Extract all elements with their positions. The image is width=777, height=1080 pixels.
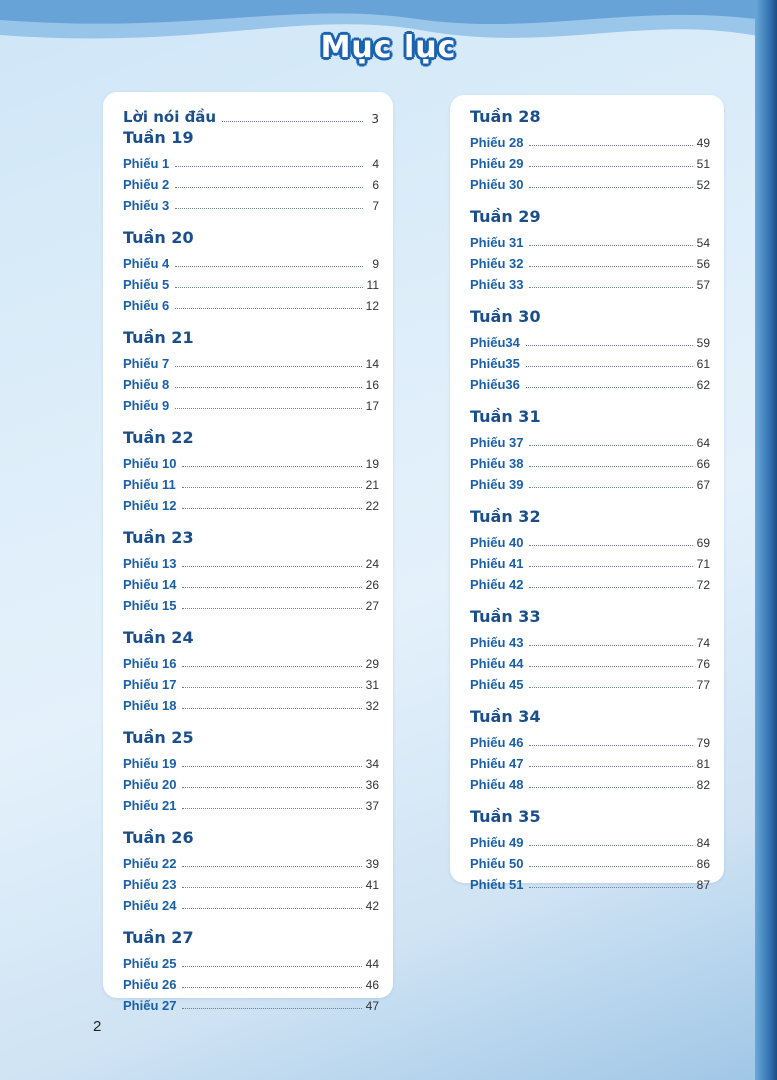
toc-entry-page: 42 xyxy=(365,899,379,913)
toc-entry-page: 54 xyxy=(696,236,710,250)
toc-entry-page: 22 xyxy=(365,499,379,513)
toc-entry[interactable] xyxy=(123,671,379,692)
dot-leader xyxy=(182,965,361,967)
week-heading[interactable]: Tuần 27 xyxy=(123,928,194,947)
dot-leader xyxy=(529,286,692,288)
toc-entry-page: 69 xyxy=(696,536,710,550)
toc-entry-label: Phiếu 47 xyxy=(470,756,524,771)
toc-entry[interactable] xyxy=(123,971,379,992)
week-heading[interactable]: Tuần 23 xyxy=(123,528,194,547)
toc-entry-label: Phiếu 6 xyxy=(123,298,170,313)
toc-entry-page: 41 xyxy=(365,878,379,892)
toc-entry-label: Phiếu 30 xyxy=(470,177,524,192)
toc-entry-page: 7 xyxy=(372,199,379,213)
toc-entry[interactable] xyxy=(123,271,379,292)
toc-entry-label: Phiếu 33 xyxy=(470,277,524,292)
toc-entry-label: Phiếu 21 xyxy=(123,798,177,813)
toc-week-section xyxy=(470,205,710,292)
toc-week-section xyxy=(470,805,710,892)
toc-week-section xyxy=(123,426,379,513)
toc-entry-page: 14 xyxy=(365,357,379,371)
dot-leader xyxy=(526,386,693,388)
toc-entry-page: 86 xyxy=(696,857,710,871)
toc-card-right xyxy=(450,95,724,892)
toc-entry-page: 82 xyxy=(696,778,710,792)
toc-entry-page: 56 xyxy=(696,257,710,271)
toc-entry-label: Phiếu 1 xyxy=(123,156,170,171)
toc-entry-label: Phiếu 7 xyxy=(123,356,170,371)
dot-leader xyxy=(182,765,361,767)
toc-entry-page: 32 xyxy=(365,699,379,713)
week-heading[interactable]: Tuần 34 xyxy=(470,707,541,726)
toc-entry-page: 29 xyxy=(365,657,379,671)
toc-entry-label: Phiếu 12 xyxy=(123,498,177,513)
toc-entry-label: Phiếu34 xyxy=(470,335,520,350)
toc-list-left xyxy=(123,102,379,1026)
dot-leader xyxy=(175,265,363,267)
toc-entry-page: 39 xyxy=(365,857,379,871)
dot-leader xyxy=(529,565,692,567)
dot-leader xyxy=(175,165,363,167)
toc-entry-label: Phiếu 39 xyxy=(470,477,524,492)
week-heading[interactable]: Tuần 26 xyxy=(123,828,194,847)
dot-leader xyxy=(175,386,361,388)
toc-entry[interactable] xyxy=(123,550,379,571)
toc-entry-page: 9 xyxy=(372,257,379,271)
toc-entry-label: Phiếu 13 xyxy=(123,556,177,571)
toc-entry-page: 16 xyxy=(365,378,379,392)
dot-leader xyxy=(529,765,692,767)
toc-week-section xyxy=(123,226,379,313)
toc-entry-label: Phiếu 40 xyxy=(470,535,524,550)
toc-entry[interactable] xyxy=(470,671,710,692)
toc-entry-label: Phiếu35 xyxy=(470,356,520,371)
toc-week-section xyxy=(470,105,710,192)
toc-week-section xyxy=(470,605,710,692)
toc-entry[interactable] xyxy=(470,650,710,671)
toc-entry-label: Phiếu 43 xyxy=(470,635,524,650)
toc-entry-label: Phiếu 37 xyxy=(470,435,524,450)
toc-week-section xyxy=(123,526,379,613)
toc-entry[interactable] xyxy=(470,350,710,371)
dot-leader xyxy=(529,786,692,788)
dot-leader xyxy=(175,365,361,367)
toc-entry[interactable] xyxy=(470,250,710,271)
dot-leader xyxy=(182,886,361,888)
toc-entry-label: Phiếu 24 xyxy=(123,898,177,913)
toc-entry[interactable] xyxy=(123,250,379,271)
toc-entry-label: Phiếu 16 xyxy=(123,656,177,671)
week-heading[interactable]: Tuần 35 xyxy=(470,807,541,826)
toc-entry-page: 72 xyxy=(696,578,710,592)
toc-entry-page: 77 xyxy=(696,678,710,692)
toc-entry[interactable] xyxy=(470,850,710,871)
dot-leader xyxy=(182,607,361,609)
toc-week-section xyxy=(123,326,379,413)
toc-entry-label: Phiếu 46 xyxy=(470,735,524,750)
week-heading[interactable]: Tuần 19 xyxy=(123,128,194,147)
toc-entry-page: 4 xyxy=(372,157,379,171)
toc-entry[interactable] xyxy=(470,450,710,471)
dot-leader xyxy=(529,244,692,246)
toc-entry[interactable] xyxy=(470,171,710,192)
dot-leader xyxy=(222,120,363,122)
week-heading[interactable]: Tuần 25 xyxy=(123,728,194,747)
toc-entry-label: Phiếu 19 xyxy=(123,756,177,771)
toc-week-section xyxy=(123,626,379,713)
week-heading[interactable]: Tuần 31 xyxy=(470,407,541,426)
dot-leader xyxy=(529,865,692,867)
toc-entry[interactable] xyxy=(123,992,379,1013)
dot-leader xyxy=(182,486,362,488)
toc-entry-label: Phiếu 42 xyxy=(470,577,524,592)
toc-entry-page: 64 xyxy=(696,436,710,450)
toc-entry-page: 46 xyxy=(365,978,379,992)
toc-entry-label: Phiếu 14 xyxy=(123,577,177,592)
dot-leader xyxy=(182,507,361,509)
toc-entry[interactable] xyxy=(470,271,710,292)
toc-entry-page: 3 xyxy=(371,112,379,126)
toc-entry[interactable] xyxy=(470,371,710,392)
dot-leader xyxy=(529,644,692,646)
toc-entry-preface[interactable] xyxy=(123,102,379,126)
toc-entry-label: Phiếu 51 xyxy=(470,877,524,892)
toc-entry-page: 17 xyxy=(365,399,379,413)
toc-entry-page: 52 xyxy=(696,178,710,192)
toc-entry-label: Phiếu 22 xyxy=(123,856,177,871)
toc-entry[interactable] xyxy=(123,850,379,871)
toc-entry-label: Phiếu36 xyxy=(470,377,520,392)
toc-entry[interactable] xyxy=(470,629,710,650)
toc-week-section xyxy=(123,926,379,1013)
toc-entry-label: Phiếu 50 xyxy=(470,856,524,871)
toc-entry-page: 71 xyxy=(696,557,710,571)
toc-entry-page: 11 xyxy=(366,278,379,292)
dot-leader xyxy=(529,465,692,467)
toc-entry-label: Phiếu 3 xyxy=(123,198,170,213)
toc-entry-label: Phiếu 17 xyxy=(123,677,177,692)
week-heading[interactable]: Tuần 22 xyxy=(123,428,194,447)
toc-entry[interactable] xyxy=(123,950,379,971)
toc-entry[interactable] xyxy=(470,750,710,771)
week-heading[interactable]: Tuần 21 xyxy=(123,328,194,347)
toc-entry-label: Phiếu 25 xyxy=(123,956,177,971)
toc-entry-page: 36 xyxy=(365,778,379,792)
page-title: Mục lục xyxy=(320,30,457,65)
toc-entry-page: 81 xyxy=(696,757,710,771)
dot-leader xyxy=(182,565,361,567)
dot-leader xyxy=(182,707,361,709)
toc-entry-page: 37 xyxy=(365,799,379,813)
toc-week-section xyxy=(123,826,379,913)
toc-entry-label: Phiếu 44 xyxy=(470,656,524,671)
toc-entry-label: Lời nói đầu xyxy=(123,108,217,126)
dot-leader xyxy=(526,365,693,367)
dot-leader xyxy=(182,586,361,588)
dot-leader xyxy=(529,444,692,446)
toc-entry[interactable] xyxy=(470,771,710,792)
dot-leader xyxy=(182,465,361,467)
toc-entry-page: 87 xyxy=(696,878,710,892)
week-heading[interactable]: Tuần 32 xyxy=(470,507,541,526)
toc-entry[interactable] xyxy=(123,150,379,171)
toc-list-right xyxy=(470,105,710,905)
dot-leader xyxy=(182,865,361,867)
toc-entry-page: 57 xyxy=(696,278,710,292)
toc-entry-page: 62 xyxy=(696,378,710,392)
toc-entry[interactable] xyxy=(123,492,379,513)
dot-leader xyxy=(529,165,692,167)
dot-leader xyxy=(182,686,361,688)
dot-leader xyxy=(182,907,361,909)
toc-entry-page: 21 xyxy=(365,478,379,492)
toc-entry[interactable] xyxy=(123,871,379,892)
dot-leader xyxy=(526,344,693,346)
toc-entry-label: Phiếu 27 xyxy=(123,998,177,1013)
toc-entry-label: Phiếu 38 xyxy=(470,456,524,471)
toc-entry[interactable] xyxy=(470,529,710,550)
toc-entry-label: Phiếu 49 xyxy=(470,835,524,850)
dot-leader xyxy=(175,286,362,288)
toc-entry[interactable] xyxy=(123,471,379,492)
dot-leader xyxy=(175,307,361,309)
toc-entry-label: Phiếu 10 xyxy=(123,456,177,471)
toc-entry[interactable] xyxy=(123,371,379,392)
toc-entry-page: 49 xyxy=(696,136,710,150)
toc-entry-label: Phiếu 29 xyxy=(470,156,524,171)
week-heading[interactable]: Tuần 30 xyxy=(470,307,541,326)
toc-entry-label: Phiếu 28 xyxy=(470,135,524,150)
dot-leader xyxy=(182,986,361,988)
toc-entry-page: 61 xyxy=(696,357,710,371)
dot-leader xyxy=(175,207,363,209)
toc-entry-label: Phiếu 20 xyxy=(123,777,177,792)
toc-entry-label: Phiếu 41 xyxy=(470,556,524,571)
dot-leader xyxy=(529,665,692,667)
dot-leader xyxy=(529,144,692,146)
dot-leader xyxy=(529,744,692,746)
toc-entry[interactable] xyxy=(123,692,379,713)
toc-entry-page: 67 xyxy=(696,478,710,492)
week-heading[interactable]: Tuần 29 xyxy=(470,207,541,226)
week-heading[interactable]: Tuần 33 xyxy=(470,607,541,626)
toc-entry[interactable] xyxy=(470,229,710,250)
toc-entry[interactable] xyxy=(123,350,379,371)
toc-entry[interactable] xyxy=(123,292,379,313)
toc-entry[interactable] xyxy=(470,729,710,750)
toc-week-section xyxy=(470,505,710,592)
toc-entry[interactable] xyxy=(470,129,710,150)
toc-entry[interactable] xyxy=(470,429,710,450)
toc-entry-page: 34 xyxy=(365,757,379,771)
toc-week-section xyxy=(123,126,379,213)
toc-entry-label: Phiếu 18 xyxy=(123,698,177,713)
toc-entry-page: 26 xyxy=(365,578,379,592)
dot-leader xyxy=(182,807,361,809)
toc-entry[interactable] xyxy=(470,150,710,171)
toc-entry[interactable] xyxy=(470,471,710,492)
book-edge xyxy=(755,0,777,1080)
page-number: 2 xyxy=(93,1018,102,1035)
toc-entry[interactable] xyxy=(123,392,379,413)
toc-entry[interactable] xyxy=(123,792,379,813)
toc-entry-page: 66 xyxy=(696,457,710,471)
dot-leader xyxy=(529,886,692,888)
dot-leader xyxy=(182,786,361,788)
dot-leader xyxy=(529,586,692,588)
toc-entry[interactable] xyxy=(123,192,379,213)
week-heading[interactable]: Tuần 28 xyxy=(470,107,541,126)
dot-leader xyxy=(529,265,692,267)
toc-entry-page: 12 xyxy=(365,299,379,313)
toc-entry-label: Phiếu 15 xyxy=(123,598,177,613)
toc-entry[interactable] xyxy=(470,871,710,892)
toc-entry-label: Phiếu 2 xyxy=(123,177,170,192)
toc-entry-page: 24 xyxy=(365,557,379,571)
toc-entry-page: 84 xyxy=(696,836,710,850)
toc-entry-label: Phiếu 11 xyxy=(123,477,176,492)
dot-leader xyxy=(182,1007,361,1009)
toc-entry-label: Phiếu 9 xyxy=(123,398,170,413)
toc-entry-page: 76 xyxy=(696,657,710,671)
toc-entry-page: 47 xyxy=(365,999,379,1013)
toc-entry[interactable] xyxy=(123,592,379,613)
toc-entry-page: 59 xyxy=(696,336,710,350)
toc-week-section xyxy=(470,705,710,792)
toc-entry[interactable] xyxy=(470,329,710,350)
toc-entry-label: Phiếu 4 xyxy=(123,256,170,271)
toc-entry-page: 27 xyxy=(365,599,379,613)
toc-entry[interactable] xyxy=(123,771,379,792)
dot-leader xyxy=(175,186,363,188)
toc-entry[interactable] xyxy=(470,571,710,592)
dot-leader xyxy=(175,407,361,409)
dot-leader xyxy=(529,186,692,188)
toc-week-section xyxy=(123,726,379,813)
toc-entry[interactable] xyxy=(123,750,379,771)
toc-card-left xyxy=(103,92,393,1013)
toc-entry-page: 79 xyxy=(696,736,710,750)
dot-leader xyxy=(529,544,692,546)
toc-entry-page: 19 xyxy=(365,457,379,471)
toc-entry-page: 6 xyxy=(372,178,379,192)
dot-leader xyxy=(182,665,361,667)
week-heading[interactable]: Tuần 24 xyxy=(123,628,194,647)
toc-entry[interactable] xyxy=(123,571,379,592)
toc-entry-label: Phiếu 8 xyxy=(123,377,170,392)
toc-entry-page: 51 xyxy=(696,157,710,171)
toc-entry[interactable] xyxy=(123,171,379,192)
toc-entry-label: Phiếu 31 xyxy=(470,235,524,250)
toc-entry[interactable] xyxy=(123,650,379,671)
toc-entry[interactable] xyxy=(123,892,379,913)
toc-week-section xyxy=(470,305,710,392)
toc-entry-label: Phiếu 5 xyxy=(123,277,170,292)
toc-entry[interactable] xyxy=(470,829,710,850)
dot-leader xyxy=(529,844,692,846)
toc-entry-label: Phiếu 23 xyxy=(123,877,177,892)
dot-leader xyxy=(529,486,692,488)
toc-entry-label: Phiếu 26 xyxy=(123,977,177,992)
toc-entry-page: 74 xyxy=(696,636,710,650)
toc-entry-page: 31 xyxy=(365,678,379,692)
toc-entry[interactable] xyxy=(470,550,710,571)
toc-entry-label: Phiếu 45 xyxy=(470,677,524,692)
dot-leader xyxy=(529,686,692,688)
toc-week-section xyxy=(470,405,710,492)
toc-entry-label: Phiếu 32 xyxy=(470,256,524,271)
toc-entry[interactable] xyxy=(123,450,379,471)
week-heading[interactable]: Tuần 20 xyxy=(123,228,194,247)
toc-entry-label: Phiếu 48 xyxy=(470,777,524,792)
toc-entry-page: 44 xyxy=(365,957,379,971)
